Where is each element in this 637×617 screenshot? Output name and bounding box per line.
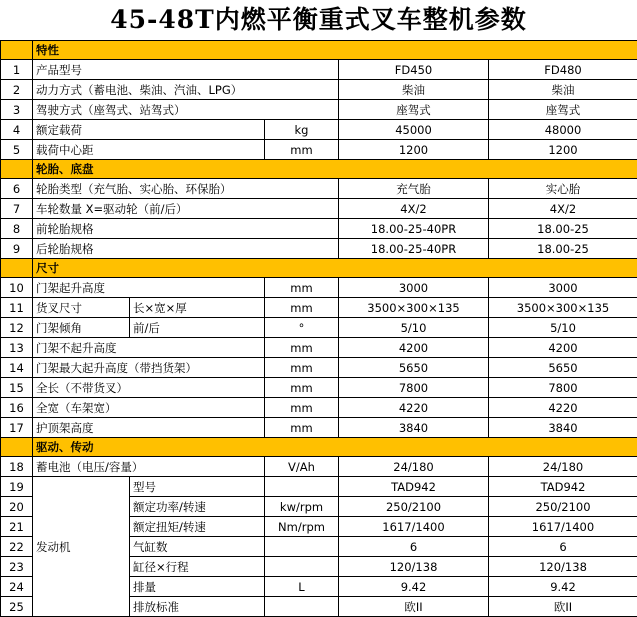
param-unit — [265, 537, 339, 557]
section-header — [1, 438, 637, 457]
value-fd480: 1617/1400 — [489, 517, 637, 537]
table-row: 5 载荷中心距 mm 1200 1200 — [1, 140, 637, 160]
table-row: 2 动力方式（蓄电池、柴油、汽油、LPG） 柴油 柴油 — [1, 80, 637, 100]
table-row: 9 后轮胎规格 18.00-25-40PR 18.00-25 — [1, 239, 637, 259]
param-name: 蓄电池（电压/容量） — [33, 457, 265, 477]
value-fd480: FD480 — [489, 60, 637, 80]
table-row: 10 门架起升高度 mm 3000 3000 — [1, 278, 637, 298]
value-fd450: 1200 — [339, 140, 489, 160]
value-fd480: 实心胎 — [489, 179, 637, 199]
value-fd450: 120/138 — [339, 557, 489, 577]
value-fd480: 24/180 — [489, 457, 637, 477]
table-row: 20 额定功率/转速 kw/rpm 250/2100 250/2100 — [1, 497, 637, 517]
table-row: 11 货叉尺寸 长×宽×厚 mm 3500×300×135 3500×300×135 — [1, 298, 637, 318]
value-fd450: 24/180 — [339, 457, 489, 477]
table-row: 15 全长（不带货叉） mm 7800 7800 — [1, 378, 637, 398]
param-unit: mm — [265, 338, 339, 358]
param-name: 门架起升高度 — [33, 278, 265, 298]
value-fd450: TAD942 — [339, 477, 489, 497]
value-fd450: 7800 — [339, 378, 489, 398]
param-name: 载荷中心距 — [33, 140, 265, 160]
table-row: 16 全宽（车架宽） mm 4220 4220 — [1, 398, 637, 418]
value-fd480: 5/10 — [489, 318, 637, 338]
param-unit: L — [265, 577, 339, 597]
value-fd450: 6 — [339, 537, 489, 557]
param-name: 门架最大起升高度（带挡货架） — [33, 358, 265, 378]
param-unit: ° — [265, 318, 339, 338]
value-fd450: 9.42 — [339, 577, 489, 597]
param-unit: mm — [265, 278, 339, 298]
value-fd480: 48000 — [489, 120, 637, 140]
page-title: 45-48T内燃平衡重式叉车整机参数 — [0, 0, 637, 40]
value-fd480: 3000 — [489, 278, 637, 298]
param-name: 全宽（车架宽） — [33, 398, 265, 418]
table-row: 7 车轮数量 X=驱动轮（前/后） 4X/2 4X/2 — [1, 199, 637, 219]
value-fd450: 5650 — [339, 358, 489, 378]
section-title: 驱动、传动 — [33, 438, 637, 457]
table-row: 18 蓄电池（电压/容量） V/Ah 24/180 24/180 — [1, 457, 637, 477]
param-unit: mm — [265, 378, 339, 398]
value-fd450: 充气胎 — [339, 179, 489, 199]
param-name: 轮胎类型（充气胎、实心胎、环保胎） — [33, 179, 339, 199]
value-fd480: 7800 — [489, 378, 637, 398]
value-fd450: 欧II — [339, 597, 489, 617]
table-row: 13 门架不起升高度 mm 4200 4200 — [1, 338, 637, 358]
value-fd480: 18.00-25 — [489, 239, 637, 259]
value-fd480: 3840 — [489, 418, 637, 438]
value-fd480: TAD942 — [489, 477, 637, 497]
table-row: 1 产品型号 FD450 FD480 — [1, 60, 637, 80]
param-unit: kw/rpm — [265, 497, 339, 517]
param-unit: mm — [265, 298, 339, 318]
param-name: 驾驶方式（座驾式、站驾式） — [33, 100, 339, 120]
value-fd480: 4220 — [489, 398, 637, 418]
value-fd480: 5650 — [489, 358, 637, 378]
section-title: 特性 — [33, 41, 637, 60]
table-row: 12 门架倾角 前/后 ° 5/10 5/10 — [1, 318, 637, 338]
table-row: 22 气缸数 6 6 — [1, 537, 637, 557]
value-fd480: 柴油 — [489, 80, 637, 100]
value-fd450: 5/10 — [339, 318, 489, 338]
value-fd480: 120/138 — [489, 557, 637, 577]
param-unit — [265, 477, 339, 497]
param-unit: mm — [265, 418, 339, 438]
param-subname: 长×宽×厚 — [130, 298, 265, 318]
value-fd450: 柴油 — [339, 80, 489, 100]
param-unit: V/Ah — [265, 457, 339, 477]
table-row: 8 前轮胎规格 18.00-25-40PR 18.00-25 — [1, 219, 637, 239]
table-row: 25 排放标准 欧II 欧II — [1, 597, 637, 617]
value-fd450: 1617/1400 — [339, 517, 489, 537]
table-row: 24 排量 L 9.42 9.42 — [1, 577, 637, 597]
param-name: 缸径×行程 — [130, 557, 265, 577]
param-name: 货叉尺寸 — [33, 298, 130, 318]
section-header — [1, 160, 637, 179]
param-name: 护顶架高度 — [33, 418, 265, 438]
value-fd480: 欧II — [489, 597, 637, 617]
param-name: 全长（不带货叉） — [33, 378, 265, 398]
value-fd480: 1200 — [489, 140, 637, 160]
param-unit: kg — [265, 120, 339, 140]
param-name: 排放标准 — [130, 597, 265, 617]
value-fd450: 4X/2 — [339, 199, 489, 219]
param-unit — [265, 557, 339, 577]
value-fd450: 3500×300×135 — [339, 298, 489, 318]
table-row: 14 门架最大起升高度（带挡货架） mm 5650 5650 — [1, 358, 637, 378]
value-fd450: 3000 — [339, 278, 489, 298]
value-fd450: 250/2100 — [339, 497, 489, 517]
spec-table — [0, 40, 637, 617]
value-fd450: 18.00-25-40PR — [339, 239, 489, 259]
value-fd450: 座驾式 — [339, 100, 489, 120]
value-fd480: 6 — [489, 537, 637, 557]
value-fd450: 18.00-25-40PR — [339, 219, 489, 239]
section-header — [1, 259, 637, 278]
param-name: 气缸数 — [130, 537, 265, 557]
section-title: 尺寸 — [33, 259, 637, 278]
table-row: 4 额定载荷 kg 45000 48000 — [1, 120, 637, 140]
table-row: 3 驾驶方式（座驾式、站驾式） 座驾式 座驾式 — [1, 100, 637, 120]
param-name: 门架不起升高度 — [33, 338, 265, 358]
value-fd480: 座驾式 — [489, 100, 637, 120]
table-row: 23 缸径×行程 120/138 120/138 — [1, 557, 637, 577]
param-name: 额定功率/转速 — [130, 497, 265, 517]
param-unit: mm — [265, 398, 339, 418]
param-unit: mm — [265, 140, 339, 160]
param-name: 额定扭矩/转速 — [130, 517, 265, 537]
param-name: 前轮胎规格 — [33, 219, 339, 239]
param-subname: 前/后 — [130, 318, 265, 338]
value-fd480: 3500×300×135 — [489, 298, 637, 318]
value-fd450: FD450 — [339, 60, 489, 80]
table-row: 6 轮胎类型（充气胎、实心胎、环保胎） 充气胎 实心胎 — [1, 179, 637, 199]
param-name: 额定载荷 — [33, 120, 265, 140]
param-unit: Nm/rpm — [265, 517, 339, 537]
table-row: 21 额定扭矩/转速 Nm/rpm 1617/1400 1617/1400 — [1, 517, 637, 537]
param-name: 型号 — [130, 477, 265, 497]
param-name: 车轮数量 X=驱动轮（前/后） — [33, 199, 339, 219]
value-fd450: 3840 — [339, 418, 489, 438]
section-title: 轮胎、底盘 — [33, 160, 637, 179]
param-name: 动力方式（蓄电池、柴油、汽油、LPG） — [33, 80, 339, 100]
param-name: 后轮胎规格 — [33, 239, 339, 259]
value-fd450: 4220 — [339, 398, 489, 418]
value-fd450: 45000 — [339, 120, 489, 140]
table-row: 19 发动机 型号 TAD942 TAD942 — [1, 477, 637, 497]
param-name: 产品型号 — [33, 60, 339, 80]
param-name: 门架倾角 — [33, 318, 130, 338]
section-header — [1, 41, 637, 60]
param-unit — [265, 597, 339, 617]
table-row: 17 护顶架高度 mm 3840 3840 — [1, 418, 637, 438]
value-fd480: 4X/2 — [489, 199, 637, 219]
param-name: 排量 — [130, 577, 265, 597]
value-fd450: 4200 — [339, 338, 489, 358]
value-fd480: 18.00-25 — [489, 219, 637, 239]
value-fd480: 250/2100 — [489, 497, 637, 517]
value-fd480: 4200 — [489, 338, 637, 358]
engine-group-label: 发动机 — [33, 477, 130, 617]
value-fd480: 9.42 — [489, 577, 637, 597]
param-unit: mm — [265, 358, 339, 378]
